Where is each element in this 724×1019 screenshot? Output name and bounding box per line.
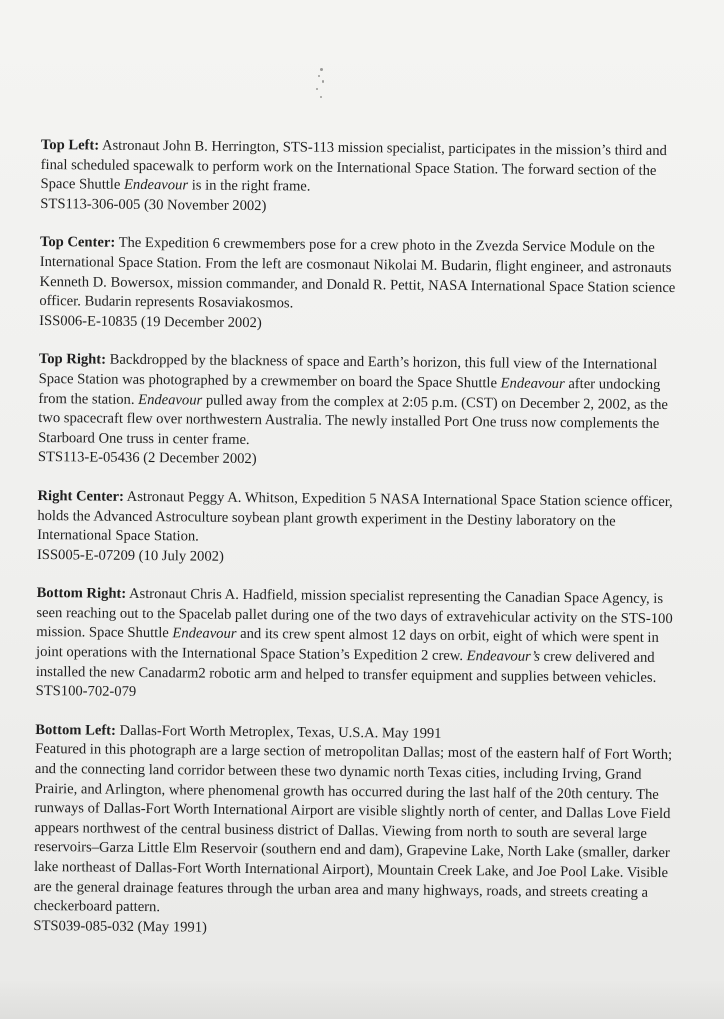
photo-id: ISS006-E-10835 (19 December 2002) bbox=[39, 312, 262, 331]
caption-label: Bottom Left: bbox=[35, 721, 117, 739]
photo-id: ISS005-E-07209 (10 July 2002) bbox=[36, 546, 224, 565]
photo-id: STS039-085-032 (May 1991) bbox=[33, 917, 207, 936]
caption-bottom-right bbox=[36, 584, 677, 708]
caption-top-center bbox=[39, 233, 680, 337]
caption-text: Top Center: The Expedition 6 crewmembers pose for a crew photo in the Zvezda Service Module on the International Space Station. From the left are cosmonaut Nikolai M. Budarin, flight engineer, and astronauts Kenneth D. Bowersox, mission commander, and Donald R. Pettit, NASA International Space Station science officer. Budarin represents Rosaviakosmos. bbox=[39, 234, 676, 312]
caption-label: Right Center: bbox=[37, 487, 124, 505]
photo-id: STS100-702-079 bbox=[35, 683, 137, 701]
caption-label: Top Center: bbox=[39, 234, 116, 252]
caption-bottom-left bbox=[33, 721, 675, 943]
photo-id: STS113-306-005 (30 November 2002) bbox=[40, 195, 267, 214]
caption-text: Bottom Right: Astronaut Chris A. Hadfield, mission specialist representing the Canadian Space Agency, is seen reaching out to the Spacelab pallet during one of the two days of extravehicular activity on the STS-100 mission. Space Shuttle Endeavour and its crew spent almost 12 days on orbit, eight of which were spent in joint operations with the International Space Station’s Expedition 2 crew. Endeavour’s crew delivered and installed the new Canadarm2 robotic arm and helped to transfer equipment and supplies between vehicles. bbox=[35, 585, 673, 686]
caption-label: Bottom Right: bbox=[36, 585, 127, 603]
caption-heading: Bottom Left: Dallas-Fort Worth Metroplex, Texas, U.S.A. May 1991 bbox=[35, 721, 442, 742]
caption-text: Top Left: Astronaut John B. Herrington, STS-113 mission specialist, participates in the mission’s third and final scheduled spacewalk to perform work on the International Space Station. The forward section of the Space Shuttle Endeavour is in the right frame. bbox=[40, 136, 667, 195]
caption-text: Featured in this photograph are a large section of metropolitan Dallas; most of the eastern half of Fort Worth; and the connecting land corridor between these two dynamic north Texas cities, including Irving, Grand Prairie, and Arlington, where phenomenal growth has occurred during the last half of the 20th century. The runways of Dallas-Fort Worth International Airport are visible slightly north of center, and Dallas Love Field appears northwest of the central business district of Dallas. Viewing from north to south are several large reservoirs–Garza Little Elm Reservoir (southern end and dam), Grapevine Lake, North Lake (smaller, darker lake northeast of Dallas-Fort Worth International Airport), Mountain Creek Lake, and Joe Pool Lake. Visible are the general drainage features through the urban area and many highways, roads, and streets creating a checkerboard pattern. bbox=[33, 741, 673, 916]
captions-container bbox=[33, 136, 681, 961]
caption-text: Right Center: Astronaut Peggy A. Whitson, Expedition 5 NASA International Space Station science officer, holds the Advanced Astroculture soybean plant growth experiment in the Destiny laboratory on the International Space Station. bbox=[37, 487, 673, 545]
caption-top-right bbox=[38, 350, 679, 474]
caption-top-left bbox=[40, 136, 681, 221]
caption-label: Top Left: bbox=[40, 136, 100, 154]
caption-text: Top Right: Backdropped by the blackness of space and Earth’s horizon, this full view of the International Space Station was photographed by a crewmember on board the Space Shuttle Endeavour after undocking from the station. Endeavour pulled away from the complex at 2:05 p.m. (CST) on December 2, 2002, as the two spacecraft flew over northwestern Australia. The newly installed Port One truss now complements the Starboard One truss in center frame. bbox=[38, 351, 668, 448]
caption-label: Top Right: bbox=[38, 351, 107, 368]
photo-id: STS113-E-05436 (2 December 2002) bbox=[37, 449, 257, 468]
paper-speck-mark bbox=[314, 66, 328, 106]
caption-right-center bbox=[37, 487, 678, 572]
page-bottom-shadow bbox=[0, 980, 724, 1019]
